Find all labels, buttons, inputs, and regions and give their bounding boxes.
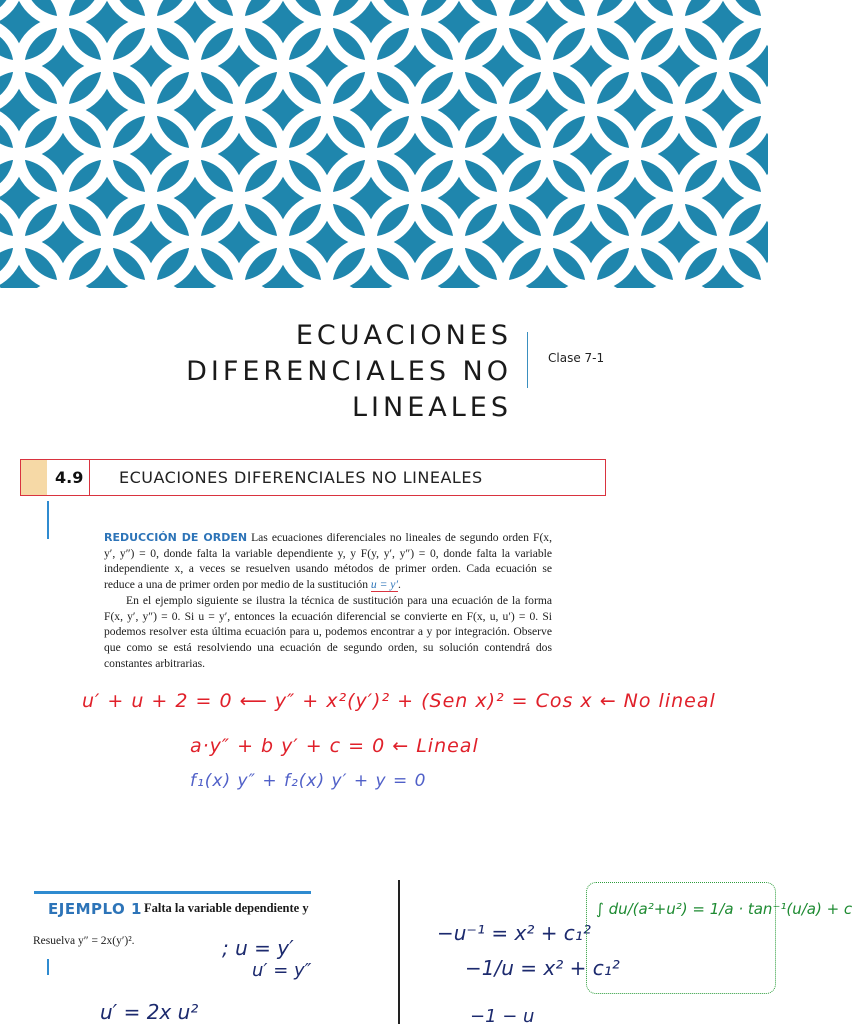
handwritten-integral-formula: ∫ du/(a²+u²) = 1/a · tan⁻¹(u/a) + c <box>596 900 852 918</box>
handwritten-substitution: ; u = y′ <box>222 936 294 960</box>
paragraph-1 <box>104 530 552 593</box>
paragraph-1-text: Las ecuaciones diferenciales no lineales de segundo orden F(x, y′, y″) = 0, donde falta la variable dependiente y, y F(y, y′, y″) = 0, donde falta la variable independiente x, a veces se resuelven usando métodos de primer orden. Cada ecuación se reduce a una de primer orden por medio de la sustitución <box>104 531 552 592</box>
section-number-tab <box>21 460 47 495</box>
handwritten-note-general-linear: f₁(x) y″ + f₂(x) y′ + y = 0 <box>190 771 427 791</box>
example-task: Resuelva y″ = 2x(y′)². <box>33 935 135 947</box>
slide-title-line-2: LINEALES <box>352 392 512 423</box>
example-title: Falta la variable dependiente y <box>144 901 309 915</box>
handwritten-partial-step: −1 − u <box>470 1006 535 1027</box>
body-text <box>104 530 552 671</box>
section-header <box>20 459 606 496</box>
handwritten-reciprocal-step: −1/u = x² + c₁² <box>465 956 620 980</box>
handwritten-integration-step: −u⁻¹ = x² + c₁² <box>437 921 591 945</box>
example-margin-rule <box>47 959 49 975</box>
slide-title <box>100 318 512 426</box>
section-heading: ECUACIONES DIFERENCIALES NO LINEALES <box>119 468 483 487</box>
handwritten-note-linear: a·y″ + b y′ + c = 0 ← Lineal <box>190 735 479 757</box>
slide-subtitle: Clase 7-1 <box>548 351 605 365</box>
title-divider <box>527 332 528 388</box>
section-number: 4.9 <box>55 468 84 487</box>
paragraph-1-end: . <box>398 578 401 592</box>
formula-box <box>586 882 776 994</box>
example-label: EJEMPLO 1 <box>48 900 142 918</box>
handwritten-divider-line <box>398 880 400 1024</box>
example-top-bar <box>34 891 311 894</box>
paragraph-lead: REDUCCIÓN DE ORDEN <box>104 531 248 544</box>
slide-title-line-1: ECUACIONES DIFERENCIALES NO <box>186 320 512 387</box>
handwritten-reduced-equation: u′ = 2x u² <box>100 1000 199 1024</box>
section-separator <box>89 460 90 496</box>
handwritten-derivative: u′ = y″ <box>252 960 312 981</box>
margin-rule <box>47 501 49 539</box>
paragraph-2: En el ejemplo siguiente se ilustra la técnica de sustitución para una ecuación de la forma F(x, y′, y″) = 0. Si u = y′, entonces la ecuación diferencial se convierte en F(x, u, u′) = 0. Si podemos resolver esta última ecuación para u, podemos encontrar a y por integración. Observe que como se está resolviendo una ecuación de segundo orden, su solución contendrá dos constantes arbitrarias. <box>104 593 552 670</box>
substitution-highlight: u = y′ <box>370 578 398 592</box>
handwritten-note-nonlinear: u′ + u + 2 = 0 ⟵ y″ + x²(y′)² + (Sen x)² = Cos x ← No lineal <box>82 690 716 712</box>
decorative-pattern-banner <box>0 0 768 288</box>
